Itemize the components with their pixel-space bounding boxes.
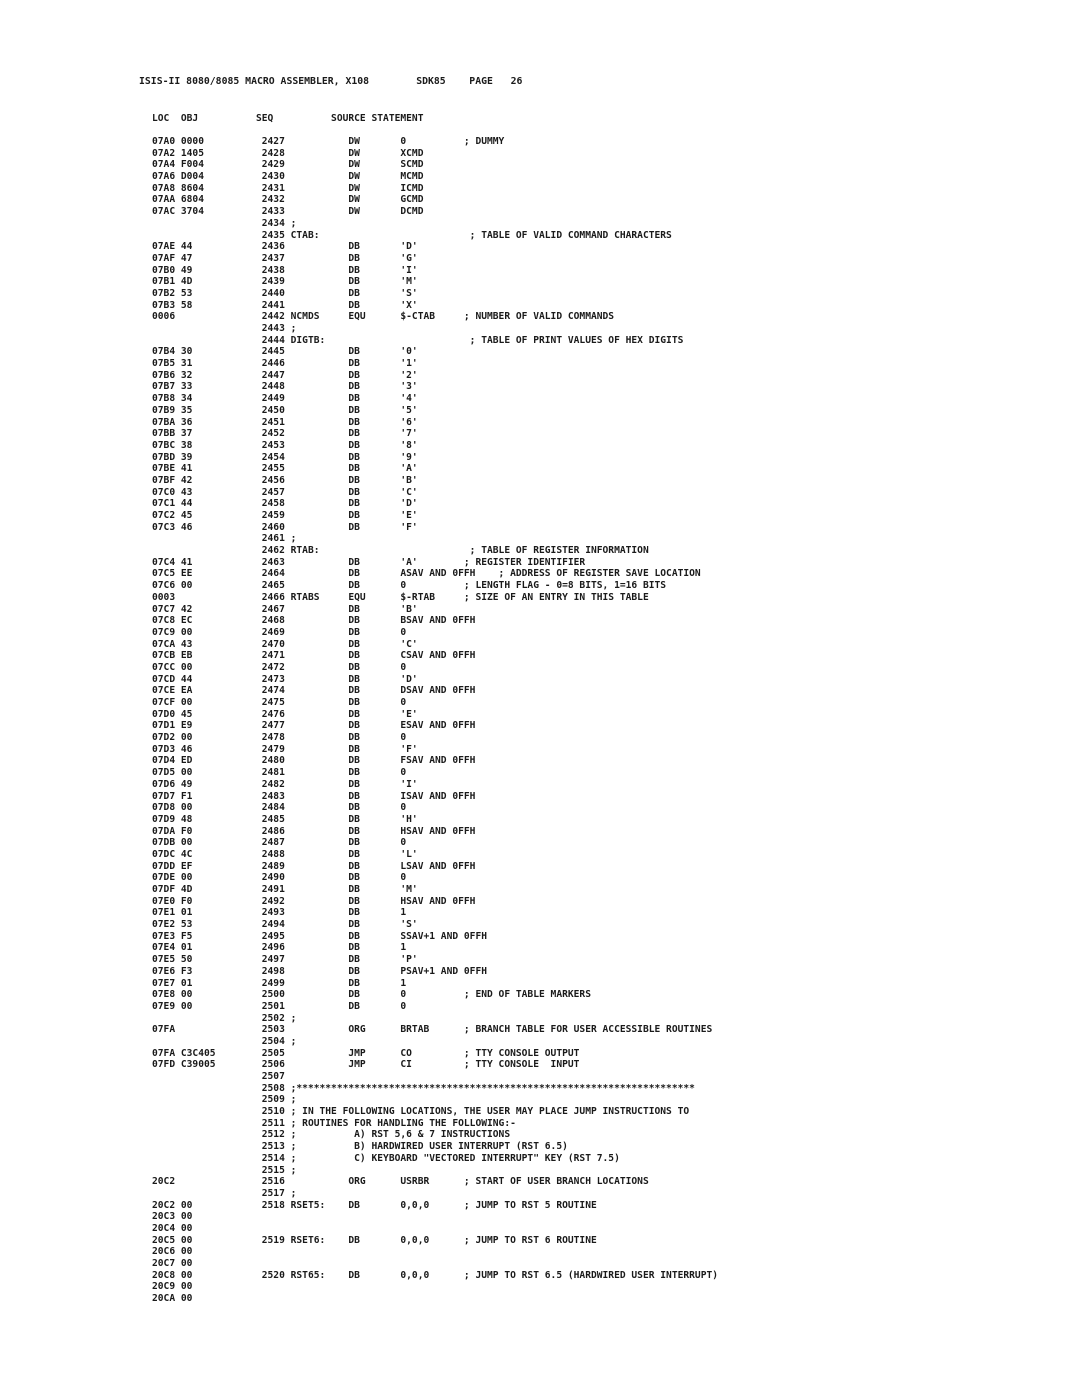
listing-line: 2515 ; <box>152 1164 297 1176</box>
listing-line: 07B8 34 2449 DB '4' <box>152 393 418 405</box>
listing-line: 2513 ; B) HARDWIRED USER INTERRUPT (RST 6.5) <box>152 1141 568 1153</box>
listing-line: 07E0 F0 2492 DB HSAV AND 0FFH <box>152 895 476 907</box>
listing-line: 07DE 00 2490 DB 0 <box>152 872 407 884</box>
listing-line: 07DD EF 2489 DB LSAV AND 0FFH <box>152 860 476 872</box>
listing-line: 07A0 0000 2427 DW 0 ; DUMMY <box>152 136 505 147</box>
listing-line: 2504 ; <box>152 1035 297 1047</box>
listing-line: 07DF 4D 2491 DB 'M' <box>152 884 418 895</box>
listing-line: 07BC 38 2453 DB '8' <box>152 439 418 451</box>
listing-line: 07C1 44 2458 DB 'D' <box>152 498 418 510</box>
listing-line: 07AF 47 2437 DB 'G' <box>152 252 418 264</box>
listing-line: 20CA 00 <box>152 1293 193 1305</box>
listing-line: 07D4 ED 2480 DB FSAV AND 0FFH <box>152 755 476 767</box>
listing-line: 07B9 35 2450 DB '5' <box>152 404 418 416</box>
column-headings: LOC OBJ SEQ SOURCE STATEMENT <box>152 113 424 124</box>
listing-line: 2462 RTAB: ; TABLE OF REGISTER INFORMATION <box>152 545 649 557</box>
listing-line: 07B7 33 2448 DB '3' <box>152 381 418 393</box>
listing-line: 07C2 45 2459 DB 'E' <box>152 510 418 521</box>
listing-line: 07FA 2503 ORG BRTAB ; BRANCH TABLE FOR USER ACCESSIBLE ROUTINES <box>152 1024 713 1036</box>
listing-line: 2510 ; IN THE FOLLOWING LOCATIONS, THE USER MAY PLACE JUMP INSTRUCTIONS TO <box>152 1106 690 1118</box>
listing-line: 07AC 3704 2433 DW DCMD <box>152 206 424 218</box>
listing-line: 07E5 50 2497 DB 'P' <box>152 954 418 966</box>
listing-line: 07AE 44 2436 DB 'D' <box>152 241 418 253</box>
listing-line: 07D2 00 2478 DB 0 <box>152 732 407 744</box>
listing-line: 2514 ; C) KEYBOARD "VECTORED INTERRUPT" KEY (RST 7.5) <box>152 1152 620 1164</box>
listing-line: 20C7 00 <box>152 1258 193 1269</box>
listing-line: 07E6 F3 2498 DB PSAV+1 AND 0FFH <box>152 965 488 977</box>
listing-line: 07A8 8604 2431 DW ICMD <box>152 182 424 194</box>
listing-line: 07D9 48 2485 DB 'H' <box>152 813 418 825</box>
listing-line: 07C3 46 2460 DB 'F' <box>152 521 418 533</box>
listing-line: 07D7 F1 2483 DB ISAV AND 0FFH <box>152 790 476 802</box>
listing-line: 07AA 6804 2432 DW GCMD <box>152 194 424 206</box>
listing-line: 07B4 30 2445 DB '0' <box>152 346 418 358</box>
listing-line: 2509 ; <box>152 1094 297 1106</box>
listing-line: 07DB 00 2487 DB 0 <box>152 837 407 849</box>
listing-line: 0006 2442 NCMDS EQU $-CTAB ; NUMBER OF VALID COMMANDS <box>152 311 615 323</box>
listing-line: 07E2 53 2494 DB 'S' <box>152 919 418 931</box>
listing-line: 07BF 42 2456 DB 'B' <box>152 474 418 486</box>
listing-line: 07C4 41 2463 DB 'A' ; REGISTER IDENTIFIER <box>152 556 586 568</box>
listing-line: 07BA 36 2451 DB '6' <box>152 416 418 428</box>
listing-line: 07CE EA 2474 DB DSAV AND 0FFH <box>152 685 476 697</box>
listing-line: 07C9 00 2469 DB 0 <box>152 626 407 638</box>
listing-line: 07E4 01 2496 DB 1 <box>152 942 407 954</box>
listing-line: 20C9 00 <box>152 1281 193 1293</box>
listing-line: 07C6 00 2465 DB 0 ; LENGTH FLAG - 0=8 BITS, 1=16 BITS <box>152 580 667 592</box>
listing-line: 07CD 44 2473 DB 'D' <box>152 673 418 685</box>
listing-line: 07D0 45 2476 DB 'E' <box>152 708 418 720</box>
listing-line: 07CC 00 2472 DB 0 <box>152 661 407 673</box>
listing-line: 20C2 2516 ORG USRBR ; START OF USER BRANCH LOCATIONS <box>152 1176 649 1188</box>
listing-line: 07B3 58 2441 DB 'X' <box>152 299 418 311</box>
listing-line: 07DA F0 2486 DB HSAV AND 0FFH <box>152 825 476 837</box>
listing-line: 2517 ; <box>152 1187 297 1199</box>
listing-line: 07E1 01 2493 DB 1 <box>152 907 407 919</box>
listing-line: 07B2 53 2440 DB 'S' <box>152 287 418 299</box>
listing-line: 07E8 00 2500 DB 0 ; END OF TABLE MARKERS <box>152 989 591 1001</box>
listing-line: 07D3 46 2479 DB 'F' <box>152 743 418 755</box>
listing-line: 07DC 4C 2488 DB 'L' <box>152 848 418 860</box>
listing-line: 20C4 00 <box>152 1222 193 1234</box>
listing-line: 07D6 49 2482 DB 'I' <box>152 778 418 790</box>
listing-line: 07BD 39 2454 DB '9' <box>152 451 418 463</box>
listing-line: 2507 <box>152 1071 285 1082</box>
listing-line: 2512 ; A) RST 5,6 & 7 INSTRUCTIONS <box>152 1129 511 1141</box>
listing-line: 07D8 00 2484 DB 0 <box>152 802 407 814</box>
listing-line: 2508 ;********************************************************************* <box>152 1082 695 1094</box>
listing-line: 07E3 F5 2495 DB SSAV+1 AND 0FFH <box>152 930 488 942</box>
listing-line: 2461 ; <box>152 533 297 545</box>
listing-line: 07CF 00 2475 DB 0 <box>152 697 407 708</box>
listing-line: 2502 ; <box>152 1012 297 1024</box>
listing-line: 07E7 01 2499 DB 1 <box>152 977 407 989</box>
page-header: ISIS-II 8080/8085 MACRO ASSEMBLER, X108 SDK85 PAGE 26 <box>139 76 523 87</box>
listing-line: 07C5 EE 2464 DB ASAV AND 0FFH ; ADDRESS OF REGISTER SAVE LOCATION <box>152 568 701 580</box>
listing-line: 07B6 32 2447 DB '2' <box>152 369 418 381</box>
listing-line: 07B1 4D 2439 DB 'M' <box>152 276 418 288</box>
listing-line: 20C3 00 <box>152 1211 193 1223</box>
listing-line: 07BE 41 2455 DB 'A' <box>152 463 418 475</box>
listing-line: 07A6 D004 2430 DW MCMD <box>152 171 424 183</box>
listing-line: 07CB EB 2471 DB CSAV AND 0FFH <box>152 650 476 662</box>
listing-line: 07FD C39005 2506 JMP CI ; TTY CONSOLE INPUT <box>152 1059 580 1071</box>
listing-line: 07C7 42 2467 DB 'B' <box>152 603 418 615</box>
listing-line: 2511 ; ROUTINES FOR HANDLING THE FOLLOWING:- <box>152 1117 516 1129</box>
listing-line: 07D1 E9 2477 DB ESAV AND 0FFH <box>152 720 476 732</box>
listing-line: 07B5 31 2446 DB '1' <box>152 358 418 370</box>
listing-line: 07FA C3C405 2505 JMP CO ; TTY CONSOLE OUTPUT <box>152 1047 580 1059</box>
listing-line: 07A2 1405 2428 DW XCMD <box>152 147 424 159</box>
listing-line: 07BB 37 2452 DB '7' <box>152 428 418 440</box>
listing-line: 2435 CTAB: ; TABLE OF VALID COMMAND CHARACTERS <box>152 229 672 241</box>
listing-line: 07C0 43 2457 DB 'C' <box>152 486 418 498</box>
assembler-listing <box>152 136 1052 1305</box>
listing-line: 07B0 49 2438 DB 'I' <box>152 264 418 276</box>
listing-line: 20C8 00 2520 RST65: DB 0,0,0 ; JUMP TO RST 6.5 (HARDWIRED USER INTERRUPT) <box>152 1269 719 1281</box>
listing-line: 20C6 00 <box>152 1246 193 1258</box>
listing-line: 2434 ; <box>152 217 297 229</box>
listing-line: 20C5 00 2519 RSET6: DB 0,0,0 ; JUMP TO RST 6 ROUTINE <box>152 1234 597 1246</box>
listing-line: 07CA 43 2470 DB 'C' <box>152 638 418 650</box>
listing-line: 07D5 00 2481 DB 0 <box>152 767 407 779</box>
listing-line: 2443 ; <box>152 323 297 334</box>
listing-line: 07E9 00 2501 DB 0 <box>152 1000 407 1012</box>
listing-line: 20C2 00 2518 RSET5: DB 0,0,0 ; JUMP TO RST 5 ROUTINE <box>152 1199 597 1211</box>
listing-line: 07A4 F004 2429 DW SCMD <box>152 159 424 171</box>
listing-line: 0003 2466 RTABS EQU $-RTAB ; SIZE OF AN ENTRY IN THIS TABLE <box>152 591 649 603</box>
listing-line: 2444 DIGTB: ; TABLE OF PRINT VALUES OF HEX DIGITS <box>152 334 684 346</box>
listing-line: 07C8 EC 2468 DB BSAV AND 0FFH <box>152 615 476 627</box>
